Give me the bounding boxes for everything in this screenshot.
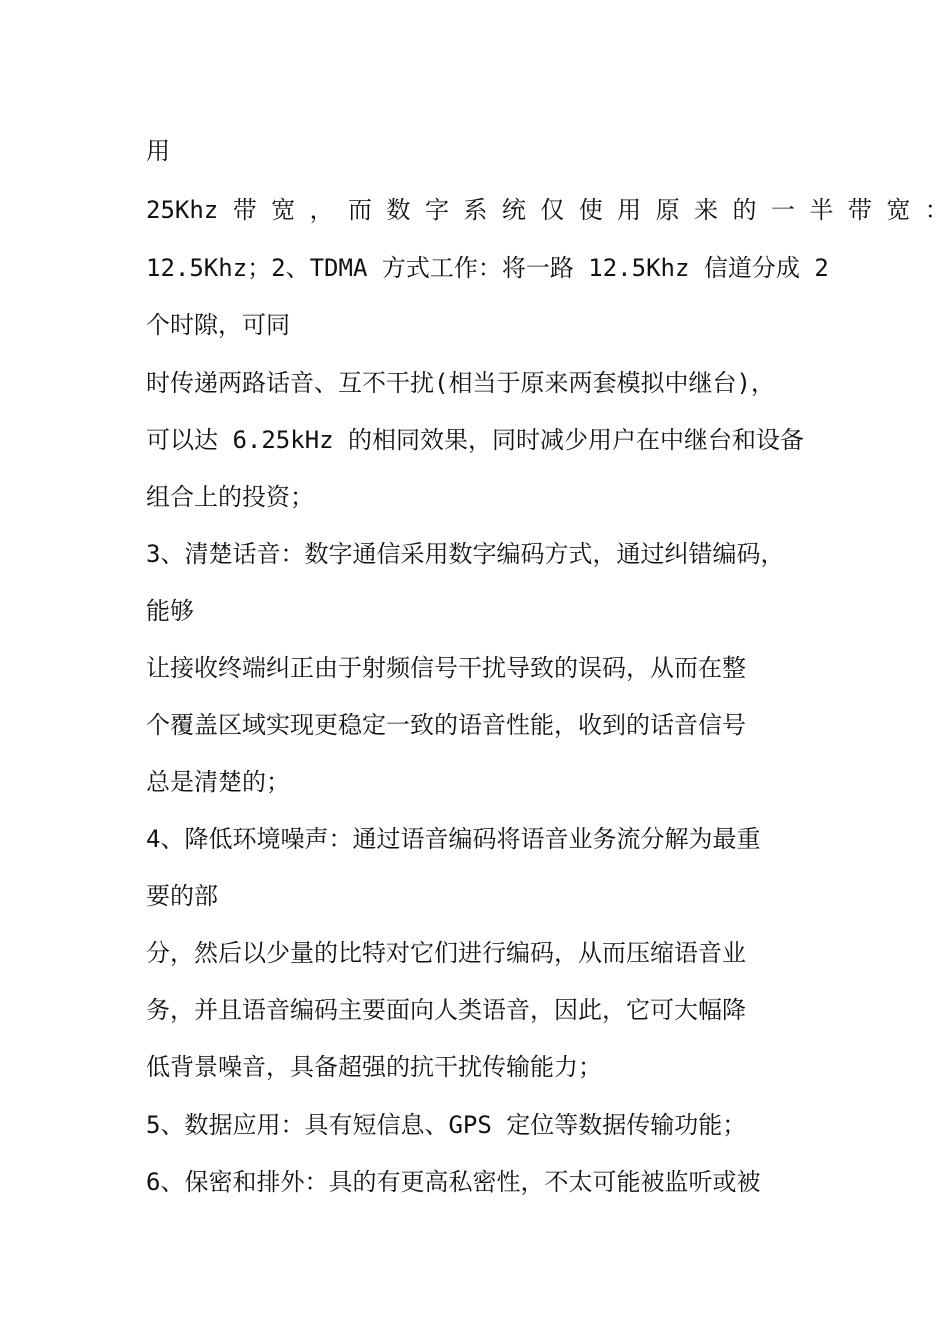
text-line: 要的部 (146, 882, 218, 910)
text-line: 低背景噪音，具备超强的抗干扰传输能力； (146, 1053, 602, 1081)
text-line: 3、清楚话音：数字通信采用数字编码方式，通过纠错编码， (146, 540, 785, 568)
text-line: 能够 (146, 597, 194, 625)
text-line: 让接收终端纠正由于射频信号干扰导致的误码，从而在整 (146, 654, 746, 682)
text-line: 时传递两路话音、互不干扰(相当于原来两套模拟中继台)， (146, 369, 775, 397)
text-line: 个覆盖区域实现更稳定一致的语音性能，收到的话音信号 (146, 711, 746, 739)
text-line: 5、数据应用：具有短信息、GPS 定位等数据传输功能； (146, 1111, 747, 1139)
text-line: 12.5Khz；2、TDMA 方式工作：将一路 12.5Khz 信道分成 2 (146, 254, 829, 282)
text-line: 组合上的投资； (146, 483, 314, 511)
text-line: 可以达 6.25kHz 的相同效果，同时减少用户在中继台和设备 (146, 426, 805, 454)
text-line: 务，并且语音编码主要面向人类语音，因此，它可大幅降 (146, 996, 746, 1024)
text-line: 25Khz 带 宽 ， 而 数 字 系 统 仅 使 用 原 来 的 一 半 带 宽 ： (146, 196, 949, 224)
text-line: 个时隙，可同 (146, 311, 290, 339)
text-line: 6、保密和排外：具的有更高私密性，不太可能被监听或被 (146, 1168, 761, 1196)
text-line: 4、降低环境噪声：通过语音编码将语音业务流分解为最重 (146, 825, 761, 853)
text-line: 分，然后以少量的比特对它们进行编码，从而压缩语音业 (146, 939, 746, 967)
text-line: 总是清楚的； (146, 768, 290, 796)
text-line: 用 (146, 137, 170, 165)
